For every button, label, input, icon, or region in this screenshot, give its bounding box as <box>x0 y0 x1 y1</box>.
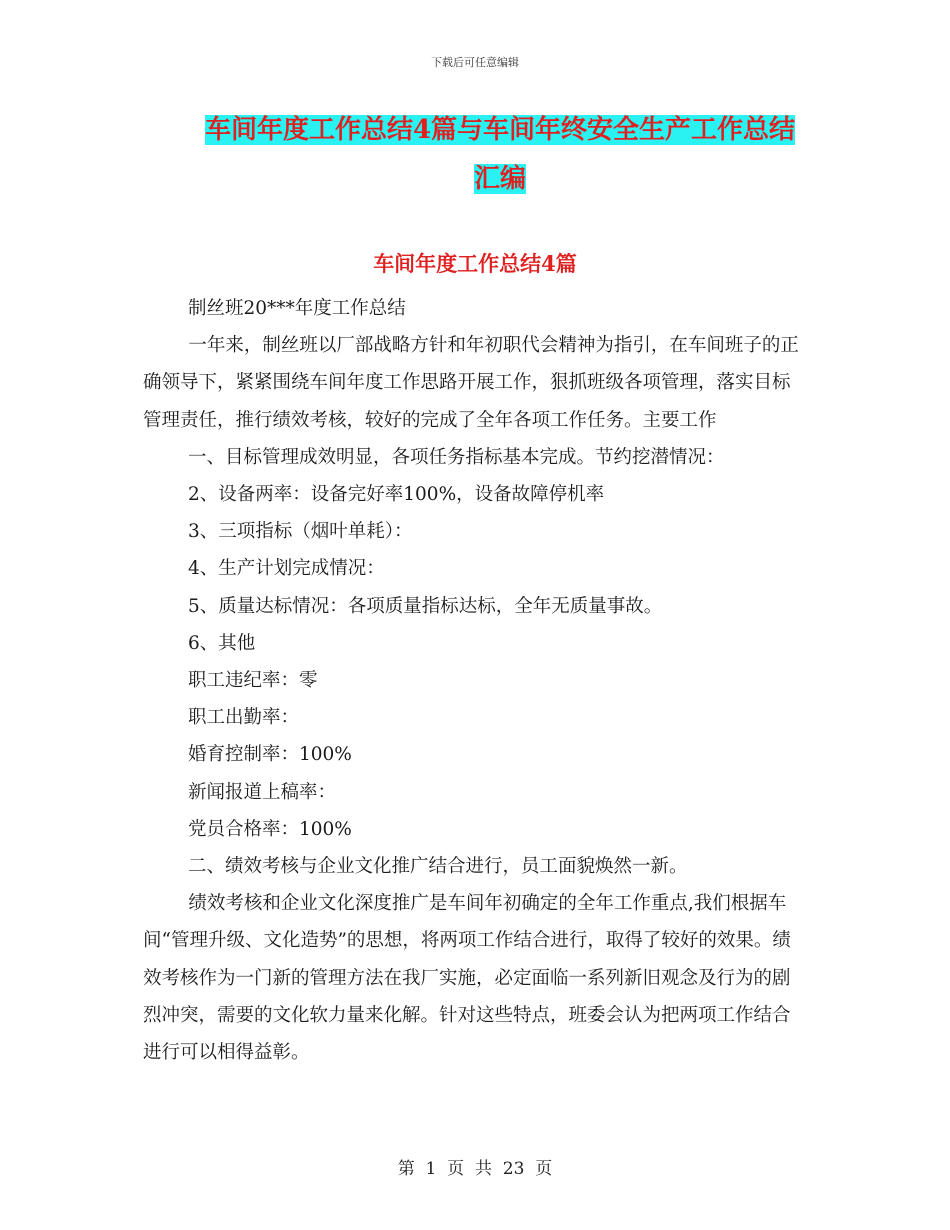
paragraph-section-one: 一、目标管理成效明显，各项任务指标基本完成。节约挖潜情况： <box>188 446 725 468</box>
paragraph-party-rate: 党员合格率：100% <box>188 818 352 840</box>
header-note: 下载后可任意编辑 <box>431 56 519 69</box>
paragraph-report-title: 制丝班20***年度工作总结 <box>188 298 406 319</box>
paragraph-item-6: 6、其他 <box>188 632 256 654</box>
paragraph-marriage-rate: 婚育控制率：100% <box>188 744 352 766</box>
paragraph-item-2: 2、设备两率：设备完好率100%，设备故障停机率 <box>188 484 605 506</box>
document-body <box>143 290 808 1071</box>
paragraph-intro: 一年来，制丝班以厂部战略方针和年初职代会精神为指引，在车间班子的正确领导下，紧紧围绕车间年度工作思路开展工作，狠抓班级各项管理，落实目标管理责任，推行绩效考核，较好的完成了全年各项工作任务。主要工作 <box>143 335 799 431</box>
document-title-line-1: 车间年度工作总结4篇与车间年终安全生产工作总结 <box>204 115 796 145</box>
page-footer: 第 1 页 共 23 页 <box>397 1159 553 1179</box>
paragraph-section-two: 二、绩效考核与企业文化推广结合进行，员工面貌焕然一新。 <box>188 856 688 878</box>
paragraph-violation-rate: 职工违纪率：零 <box>188 670 318 692</box>
paragraph-performance: 绩效考核和企业文化深度推广是车间年初确定的全年工作重点,我们根据车间“管理升级、文化造势”的思想，将两项工作结合进行，取得了较好的效果。绩效考核作为一门新的管理方法在我厂实施，必定面临一系列新旧观念及行为的剧烈冲突，需要的文化软力量来化解。针对这些特点，班委会认为把两项工作结合进行可以相得益彰。 <box>143 893 791 1064</box>
section-title: 车间年度工作总结4篇 <box>373 251 577 276</box>
paragraph-item-3: 3、三项指标（烟叶单耗）： <box>188 521 413 543</box>
document-title-line-2: 汇编 <box>473 164 526 194</box>
paragraph-item-5: 5、质量达标情况：各项质量指标达标，全年无质量事故。 <box>188 595 663 617</box>
paragraph-news-rate: 新闻报道上稿率： <box>188 781 337 803</box>
document-title <box>150 106 850 204</box>
paragraph-attendance-rate: 职工出勤率： <box>188 707 300 729</box>
paragraph-item-4: 4、生产计划完成情况： <box>188 558 385 580</box>
